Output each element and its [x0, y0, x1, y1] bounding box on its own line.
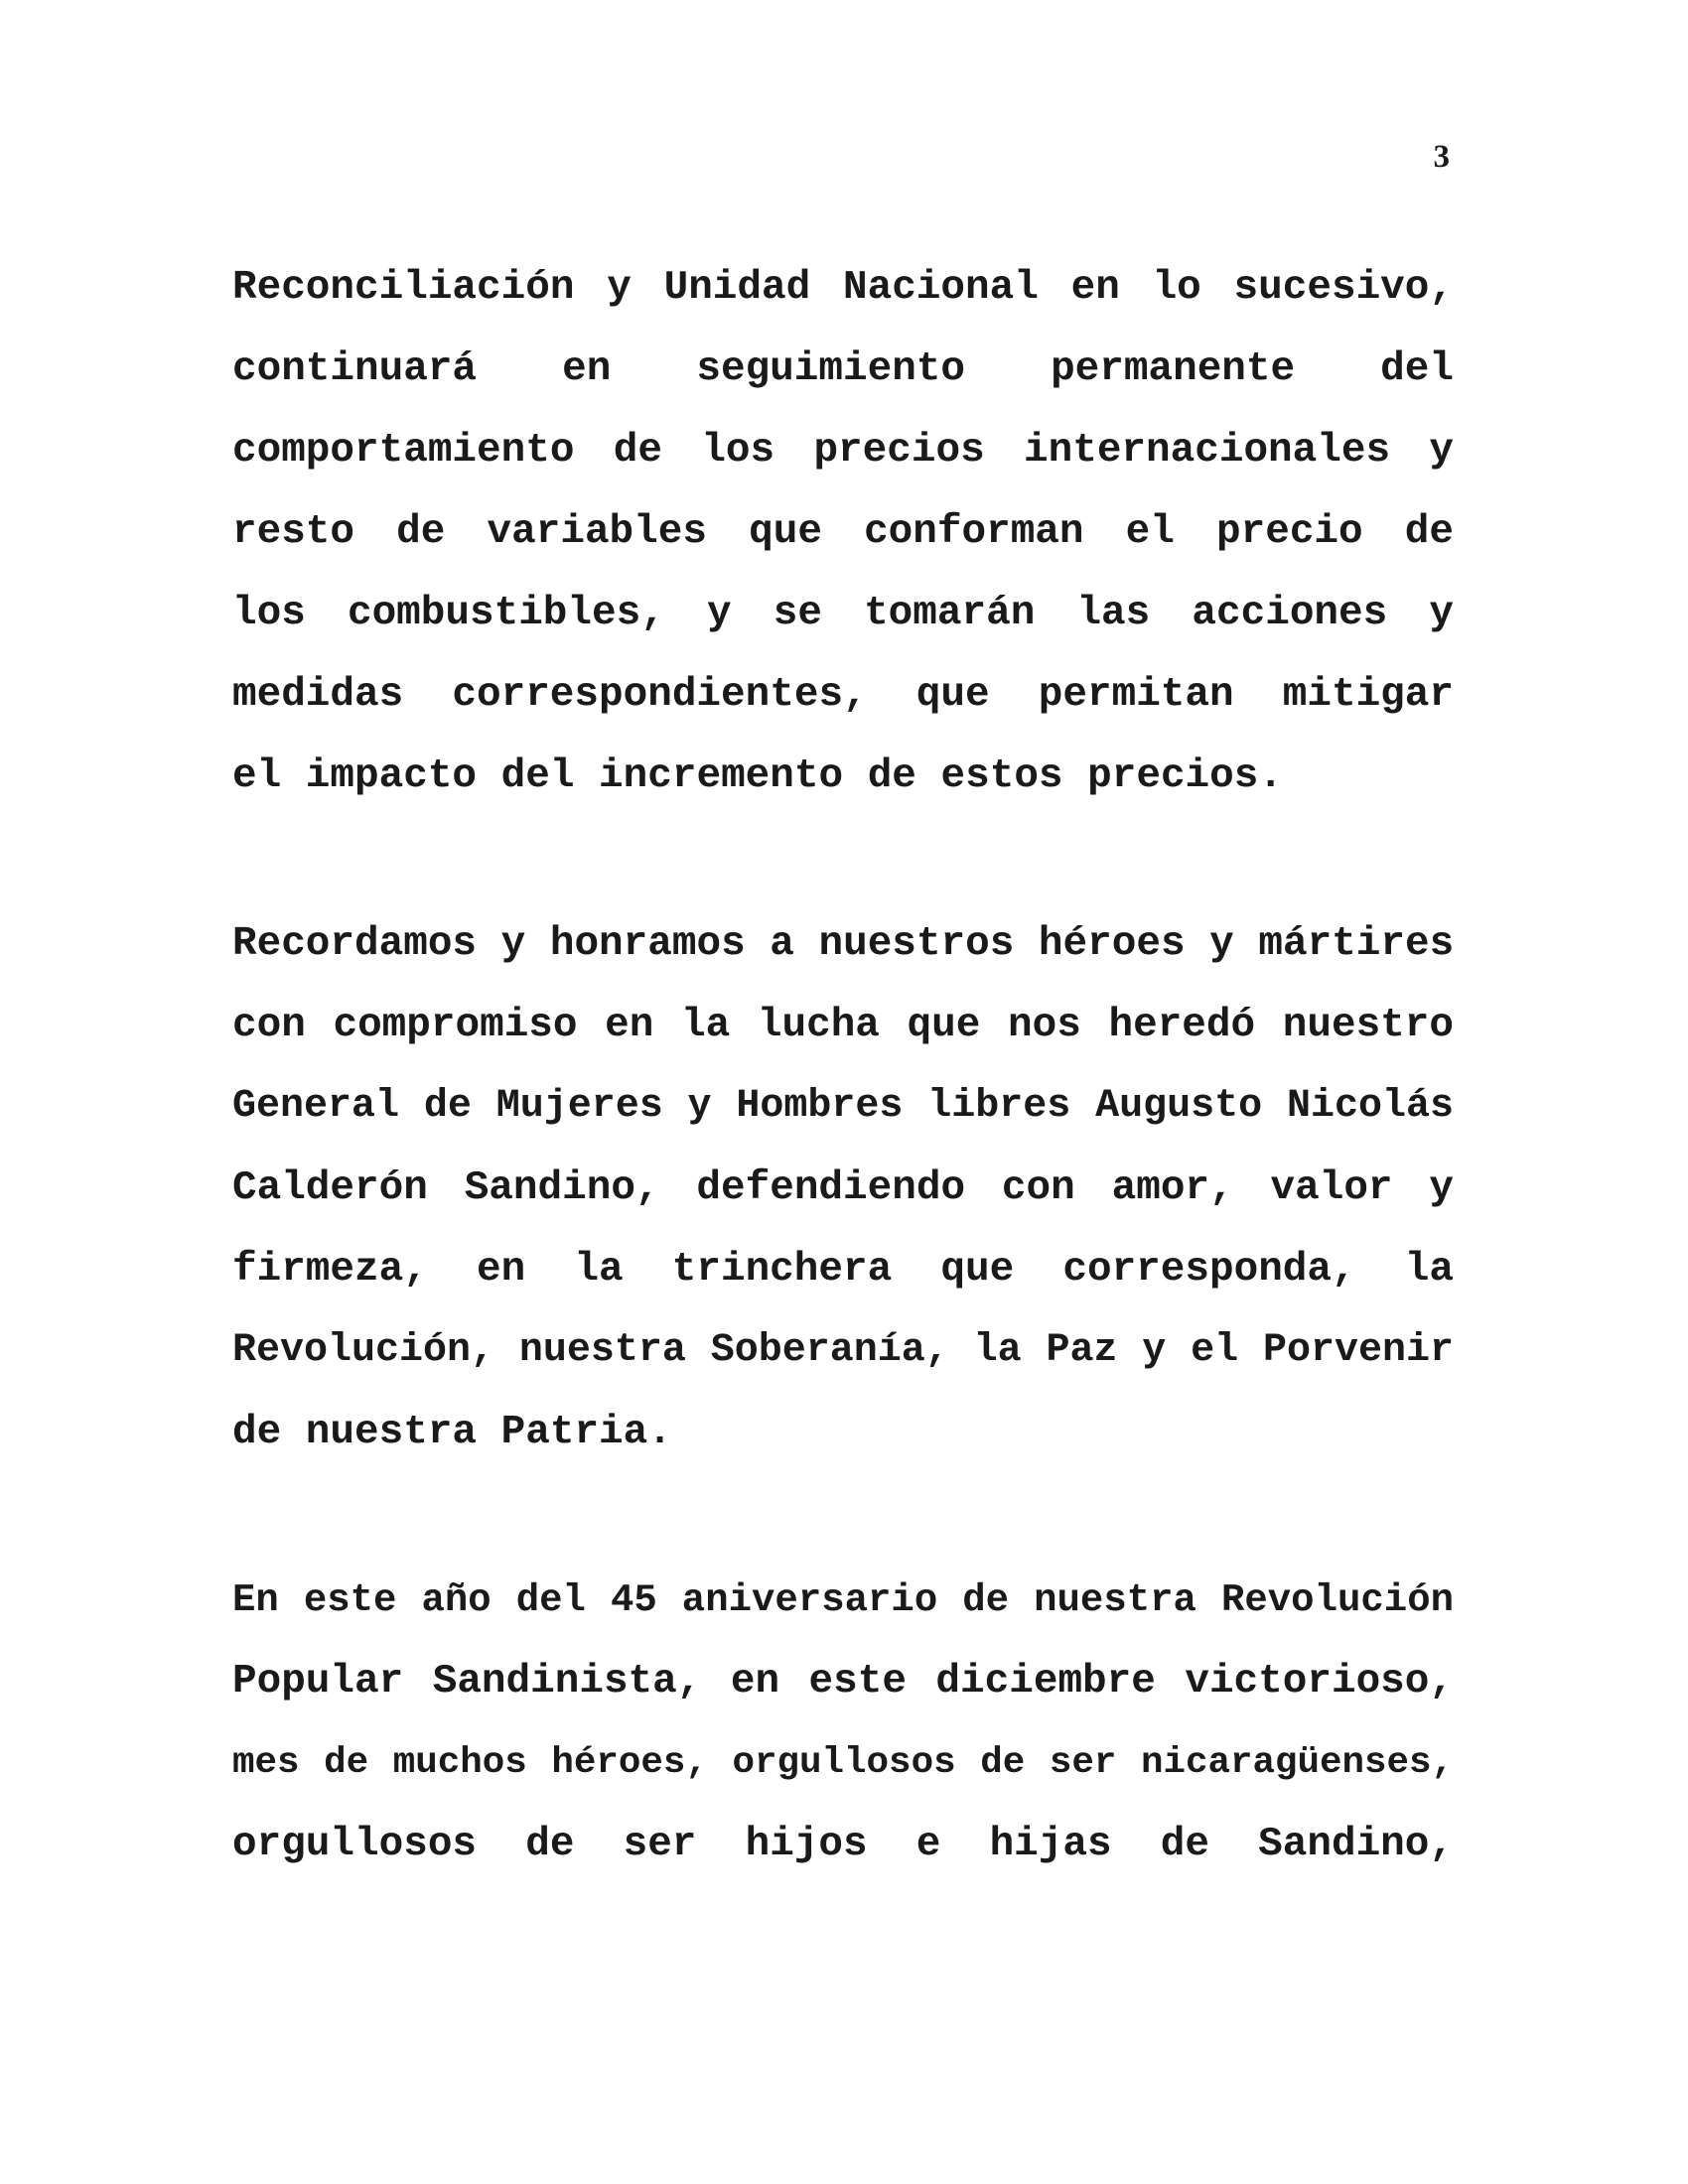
- text-line: medidas correspondientes, que permitan mitigar: [232, 672, 1454, 718]
- text-line: mes de muchos héroes, orgullosos de ser nicaragüenses,: [232, 1742, 1454, 1784]
- paragraph-fuel-prices: [232, 247, 1454, 817]
- text-line: En este año del 45 aniversario de nuestra Revolución: [232, 1578, 1454, 1622]
- text-line: Reconciliación y Unidad Nacional en lo sucesivo,: [232, 265, 1454, 311]
- text-line: Popular Sandinista, en este diciembre victorioso,: [232, 1659, 1454, 1705]
- text-line: el impacto del incremento de estos precios.: [232, 753, 1283, 799]
- text-line: resto de variables que conforman el precio de: [232, 509, 1454, 555]
- page-number: 3: [1433, 139, 1450, 175]
- paragraph-heroes: [232, 903, 1454, 1473]
- paragraph-anniversary: [232, 1560, 1454, 1885]
- text-line: firmeza, en la trinchera que corresponda, la: [232, 1247, 1454, 1293]
- text-line: los combustibles, y se tomarán las acciones y: [232, 591, 1454, 636]
- text-line: Calderón Sandino, defendiendo con amor, valor y: [232, 1165, 1454, 1211]
- text-line: Revolución, nuestra Soberanía, la Paz y el Porvenir: [232, 1328, 1454, 1373]
- text-line: continuará en seguimiento permanente del: [232, 346, 1454, 392]
- text-line: con compromiso en la lucha que nos heredó nuestro: [232, 1003, 1454, 1048]
- text-line: General de Mujeres y Hombres libres Augusto Nicolás: [232, 1084, 1454, 1129]
- text-line: orgullosos de ser hijos e hijas de Sandino,: [232, 1822, 1454, 1867]
- text-line: de nuestra Patria.: [232, 1410, 672, 1455]
- text-line: comportamiento de los precios internacionales y: [232, 428, 1454, 474]
- text-line: Recordamos y honramos a nuestros héroes y mártires: [232, 921, 1455, 967]
